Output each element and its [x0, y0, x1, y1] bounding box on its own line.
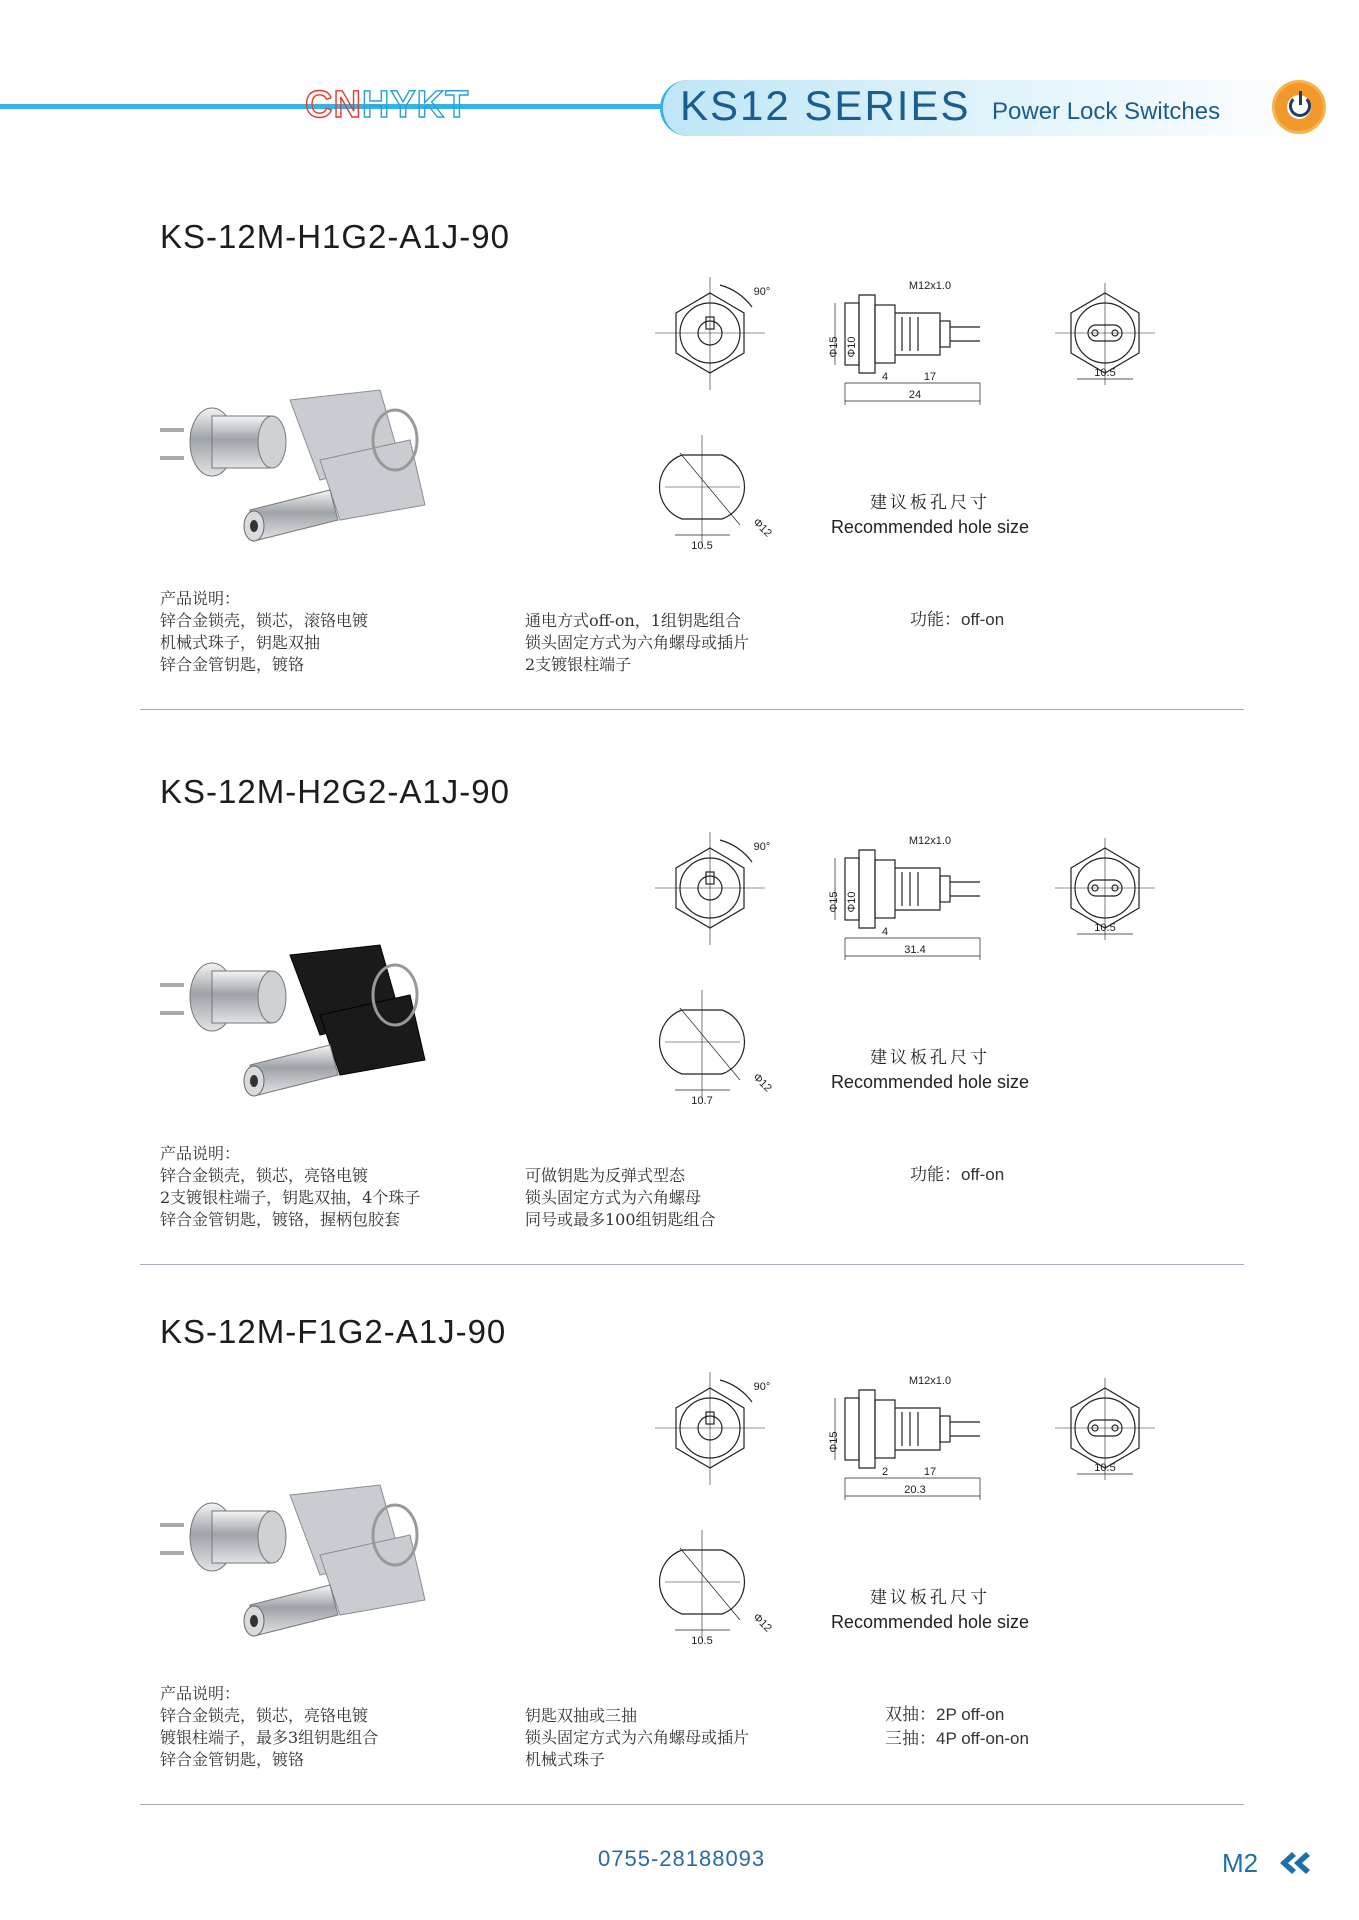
- hole-dia-label: Φ12: [750, 1611, 774, 1635]
- series-title: KS12 SERIES: [680, 82, 971, 129]
- rear-width-label: 10.5: [1094, 367, 1116, 379]
- angle-label: 90°: [753, 286, 771, 298]
- product-description-2: [525, 610, 749, 676]
- desc-line: 锌合金锁壳，锁芯，滚铬电镀: [160, 611, 369, 630]
- angle-label: 90°: [753, 841, 771, 853]
- function-row: [885, 1727, 1029, 1751]
- desc-line: 2支镀银柱端子，钥匙双抽，4个珠子: [160, 1188, 421, 1207]
- hole-width-label: 10.5: [691, 1635, 713, 1647]
- product-description: [160, 588, 368, 676]
- section-divider: [140, 1804, 1244, 1805]
- function-row: [910, 608, 1004, 632]
- desc-line: 锁头固定方式为六角螺母或插片: [525, 1728, 750, 1747]
- desc-line: 锁头固定方式为六角螺母: [525, 1188, 702, 1207]
- page-number: M2: [1222, 1848, 1259, 1878]
- product-description: [160, 1683, 378, 1771]
- rear-width-label: 10.5: [1094, 1462, 1116, 1474]
- series-subtitle: Power Lock Switches: [992, 98, 1221, 125]
- rear-width-label: 10.5: [1094, 922, 1116, 934]
- diameter15-label: Φ15: [828, 336, 840, 358]
- product-description-2: [525, 1705, 749, 1771]
- thread-label: M12x1.0: [908, 835, 952, 847]
- desc-line: 锌合金管钥匙，镀铬，握柄包胶套: [160, 1210, 401, 1229]
- recommended-hole-cn: 建议板孔尺寸: [870, 1588, 990, 1608]
- product-description: [160, 1143, 420, 1231]
- function-value: 2P off-on: [936, 1705, 1005, 1724]
- desc-line: 钥匙双抽或三抽: [525, 1706, 638, 1725]
- desc-line: 锌合金锁壳，锁芯，亮铬电镀: [160, 1166, 369, 1185]
- model-title: KS-12M-F1G2-A1J-90: [160, 1313, 507, 1350]
- function-label: 功能：: [910, 1165, 961, 1185]
- desc-line: 机械式珠子: [525, 1750, 606, 1769]
- function-label: 三抽：: [885, 1729, 936, 1749]
- dim-a-label: 4: [881, 371, 889, 383]
- dim-total-label: 20.3: [904, 1484, 926, 1496]
- thread-label: M12x1.0: [908, 1375, 952, 1387]
- function-label: 功能：: [910, 610, 961, 630]
- dim-total-label: 31.4: [904, 944, 926, 956]
- desc-title: 产品说明：: [160, 589, 241, 608]
- function-list: [910, 608, 1004, 632]
- diameter10-label: Φ10: [846, 891, 858, 913]
- product-photo: [150, 885, 490, 1135]
- desc-line: 锁头固定方式为六角螺母或插片: [525, 633, 750, 652]
- double-chevron-left-icon: [1276, 1850, 1312, 1876]
- recommended-hole-cn: 建议板孔尺寸: [870, 1048, 990, 1068]
- function-row: [885, 1703, 1029, 1727]
- recommended-hole-caption: [810, 1043, 1050, 1093]
- desc-title: 产品说明：: [160, 1684, 241, 1703]
- dim-total-label: 24: [908, 389, 922, 401]
- diameter15-label: Φ15: [828, 891, 840, 913]
- desc-line: 通电方式off-on，1组钥匙组合: [525, 611, 741, 630]
- recommended-hole-cn: 建议板孔尺寸: [870, 493, 990, 513]
- model-title: KS-12M-H1G2-A1J-90: [160, 218, 510, 255]
- product-photo: [150, 330, 490, 580]
- dim-b-label: 17: [923, 371, 937, 383]
- desc-line: 机械式珠子，钥匙双抽: [160, 633, 321, 652]
- function-row: [910, 1163, 1004, 1187]
- dim-a-label: 4: [881, 926, 889, 938]
- recommended-hole-caption: [810, 1583, 1050, 1633]
- desc-line: 锌合金锁壳，锁芯，亮铬电镀: [160, 1706, 369, 1725]
- angle-label: 90°: [753, 1381, 771, 1393]
- function-label: 双抽：: [885, 1705, 936, 1725]
- recommended-hole-en: Recommended hole size: [830, 1072, 1030, 1092]
- dim-a-label: 2: [881, 1466, 889, 1478]
- dim-b-label: 17: [923, 1466, 937, 1478]
- function-value: 4P off-on-on: [936, 1729, 1029, 1748]
- brand-logo: CNHYKT: [305, 84, 470, 126]
- function-value: off-on: [961, 610, 1005, 629]
- section-divider: [140, 709, 1244, 710]
- model-title: KS-12M-H2G2-A1J-90: [160, 773, 510, 810]
- desc-line: 同号或最多100组钥匙组合: [525, 1210, 716, 1229]
- desc-line: 锌合金管钥匙，镀铬: [160, 655, 305, 674]
- power-icon: [1272, 80, 1326, 134]
- diameter15-label: Φ15: [828, 1431, 840, 1453]
- hole-width-label: 10.7: [691, 1095, 713, 1107]
- function-list: [910, 1163, 1004, 1187]
- hole-dia-label: Φ12: [750, 516, 774, 540]
- recommended-hole-caption: [810, 488, 1050, 538]
- desc-line: 锌合金管钥匙，镀铬: [160, 1750, 305, 1769]
- desc-title: 产品说明：: [160, 1144, 241, 1163]
- function-list: [885, 1703, 1029, 1751]
- desc-line: 可做钥匙为反弹式型态: [525, 1166, 686, 1185]
- desc-line: 2支镀银柱端子: [525, 655, 632, 674]
- hole-width-label: 10.5: [691, 540, 713, 552]
- recommended-hole-en: Recommended hole size: [830, 517, 1030, 537]
- footer-phone: 0755-28188093: [598, 1846, 766, 1871]
- desc-line: 镀银柱端子，最多3组钥匙组合: [160, 1728, 379, 1747]
- thread-label: M12x1.0: [908, 280, 952, 292]
- diameter10-label: Φ10: [846, 336, 858, 358]
- product-description-2: [525, 1165, 716, 1231]
- function-value: off-on: [961, 1165, 1005, 1184]
- product-photo: [150, 1425, 490, 1675]
- recommended-hole-en: Recommended hole size: [830, 1612, 1030, 1632]
- hole-dia-label: Φ12: [750, 1071, 774, 1095]
- section-divider: [140, 1264, 1244, 1265]
